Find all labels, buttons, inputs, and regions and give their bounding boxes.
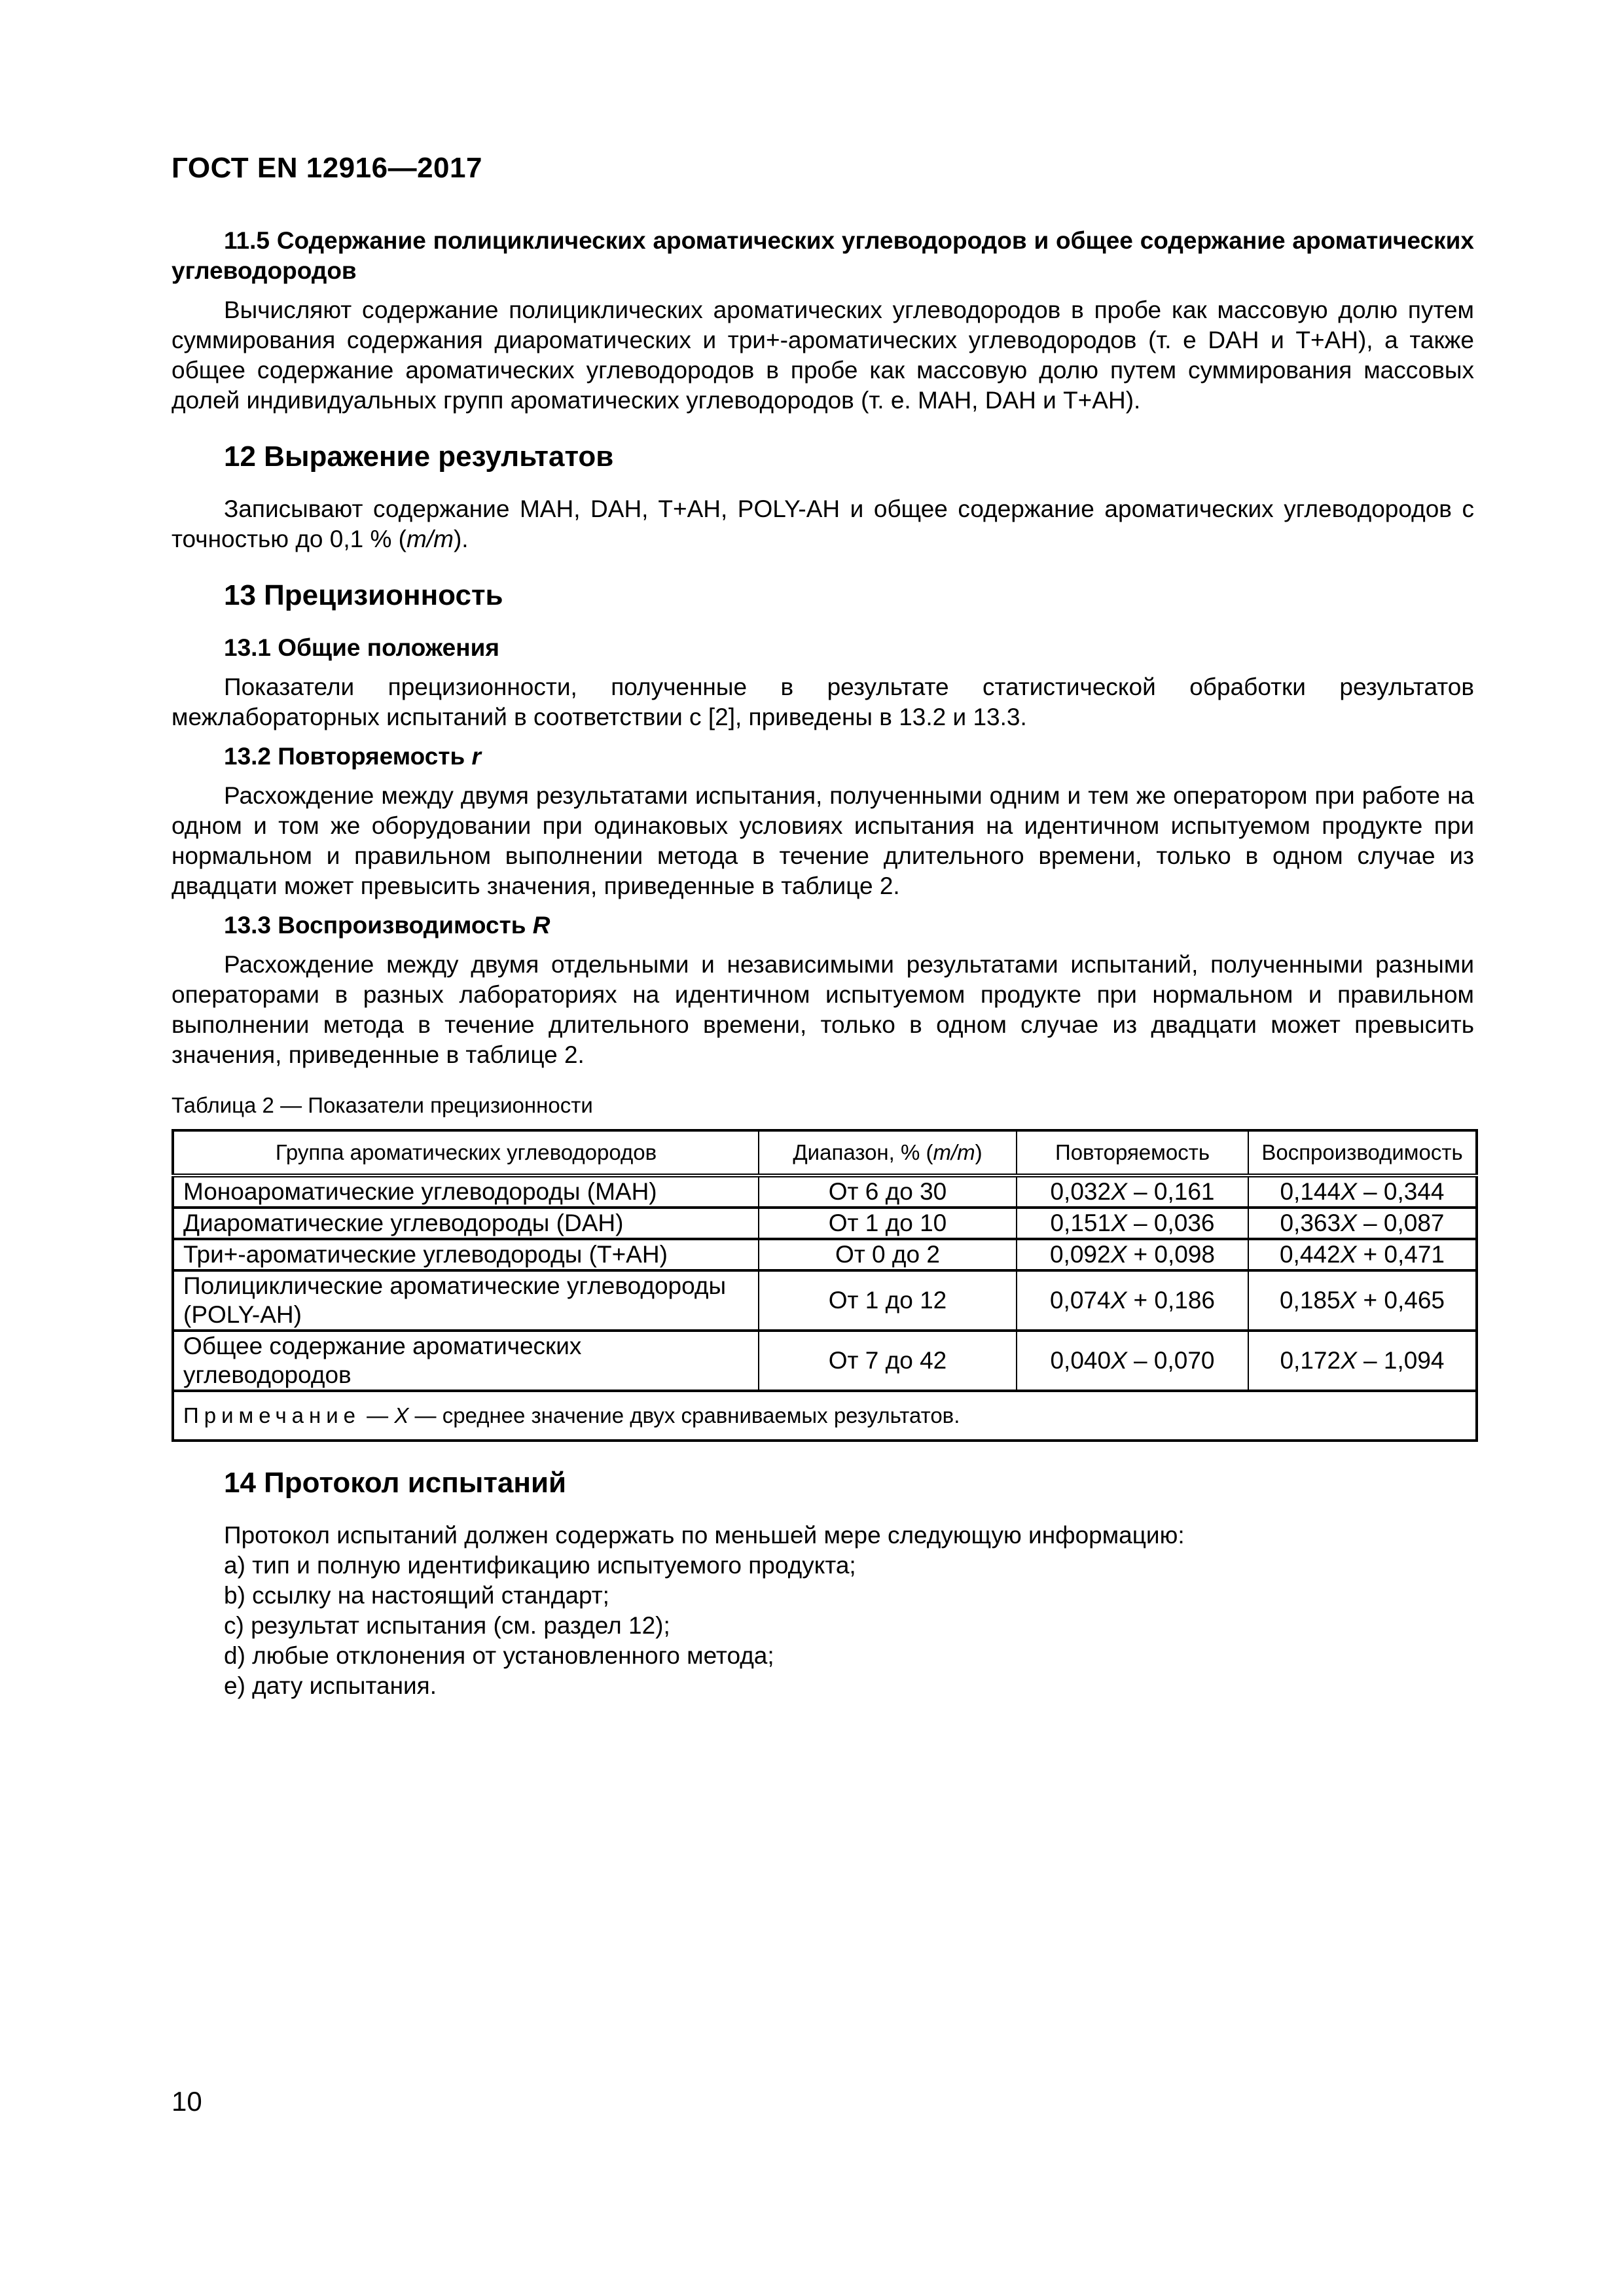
cell-range: От 1 до 12	[759, 1270, 1017, 1331]
cell-group: Диароматические углеводороды (DAH)	[173, 1208, 759, 1239]
page-number: 10	[171, 2086, 202, 2117]
cell-range: От 7 до 42	[759, 1331, 1017, 1391]
section-13-2-body: Расхождение между двумя результатами испытания, полученными одним и тем же оператором при работе на одном и том же оборудовании при одинаковых условиях испытания на идентичном испытуемом продукте при нормальном и правильном выполнении метода в течение длительного времени, только в одном случае из двадцати может превысить значения, приведенные в таблице 2.	[171, 782, 1474, 899]
section-13-1-title: 13.1 Общие положения	[224, 634, 499, 661]
cell-range: От 0 до 2	[759, 1239, 1017, 1270]
section-12-title: 12 Выражение результатов	[224, 440, 614, 473]
cell-repeatability: 0,151X – 0,036	[1017, 1208, 1248, 1239]
precision-table	[171, 1129, 1478, 1442]
list-item: e) дату испытания.	[224, 1672, 437, 1699]
list-item: d) любые отклонения от установленного метода;	[224, 1642, 774, 1669]
cell-repeatability: 0,040X – 0,070	[1017, 1331, 1248, 1391]
section-13-title: 13 Прецизионность	[224, 579, 503, 611]
section-13-3-title: 13.3 Воспроизводимость R	[224, 912, 550, 939]
cell-repeatability: 0,032X – 0,161	[1017, 1175, 1248, 1208]
cell-range: От 1 до 10	[759, 1208, 1017, 1239]
table-row	[173, 1239, 1477, 1270]
header-range: Диапазон, % (m/m)	[759, 1130, 1017, 1175]
cell-reproducibility: 0,363X – 0,087	[1248, 1208, 1477, 1239]
cell-group: Моноароматические углеводороды (MAH)	[173, 1175, 759, 1208]
section-14-title: 14 Протокол испытаний	[224, 1467, 567, 1499]
cell-reproducibility: 0,442X + 0,471	[1248, 1239, 1477, 1270]
cell-group: Три+-ароматические углеводороды (T+AH)	[173, 1239, 759, 1270]
section-11-5-body: Вычисляют содержание полициклических ароматических углеводородов в пробе как массовую долю путем суммирования содержания диароматических и три+-ароматических углеводородов (т. е DAH и T+AH), а также общее содержание ароматических углеводородов в пробе как массовую долю путем суммирования массовых долей индивидуальных групп ароматических углеводородов (т. е. MAH, DAH и T+AH).	[171, 296, 1474, 414]
section-11-5-title: 11.5 Содержание полициклических ароматических углеводородов и общее содержание ароматических углеводородов	[171, 227, 1474, 284]
table-caption: Таблица 2 — Показатели прецизионности	[171, 1093, 593, 1117]
table-header-row	[173, 1130, 1477, 1175]
list-item: a) тип и полную идентификацию испытуемого продукта;	[224, 1552, 856, 1579]
table-row	[173, 1208, 1477, 1239]
cell-repeatability: 0,092X + 0,098	[1017, 1239, 1248, 1270]
cell-reproducibility: 0,144X – 0,344	[1248, 1175, 1477, 1208]
page-content	[171, 226, 1474, 1701]
header-repeatability: Повторяемость	[1017, 1130, 1248, 1175]
header-group: Группа ароматических углеводородов	[173, 1130, 759, 1175]
cell-repeatability: 0,074X + 0,186	[1017, 1270, 1248, 1331]
document-header: ГОСТ EN 12916—2017	[171, 152, 482, 184]
section-13-2-title: 13.2 Повторяемость r	[224, 743, 481, 770]
table-row	[173, 1270, 1477, 1331]
list-item: c) результат испытания (см. раздел 12);	[224, 1612, 670, 1639]
cell-range: От 6 до 30	[759, 1175, 1017, 1208]
table-note-row	[173, 1391, 1477, 1441]
table-row	[173, 1331, 1477, 1391]
table-row	[173, 1175, 1477, 1208]
list-item: b) ссылку на настоящий стандарт;	[224, 1582, 609, 1609]
section-14-intro: Протокол испытаний должен содержать по меньшей мере следующую информацию:	[224, 1522, 1185, 1549]
header-reproducibility: Воспроизводимость	[1248, 1130, 1477, 1175]
section-13-3-body: Расхождение между двумя отдельными и независимыми результатами испытаний, полученными разными операторами в разных лабораториях на идентичном испытуемом продукте при нормальном и правильном выполнении метода в течение длительного времени, только в одном случае из двадцати может превысить значения, приведенные в таблице 2.	[171, 951, 1474, 1068]
cell-reproducibility: 0,185X + 0,465	[1248, 1270, 1477, 1331]
cell-group: Полициклические ароматические углеводороды (POLY-AH)	[173, 1270, 759, 1331]
cell-group: Общее содержание ароматических углеводородов	[173, 1331, 759, 1391]
section-12-body: Записывают содержание MAH, DAH, T+AH, POLY-AH и общее содержание ароматических углеводородов с точностью до 0,1 % (m/m).	[171, 495, 1474, 552]
section-13-1-body: Показатели прецизионности, полученные в результате статистической обработки результатов межлабораторных испытаний в соответствии с [2], приведены в 13.2 и 13.3.	[171, 673, 1474, 730]
cell-reproducibility: 0,172X – 1,094	[1248, 1331, 1477, 1391]
table-note: Примечание — X — среднее значение двух сравниваемых результатов.	[173, 1391, 1477, 1441]
report-requirements-list	[171, 1551, 1474, 1701]
